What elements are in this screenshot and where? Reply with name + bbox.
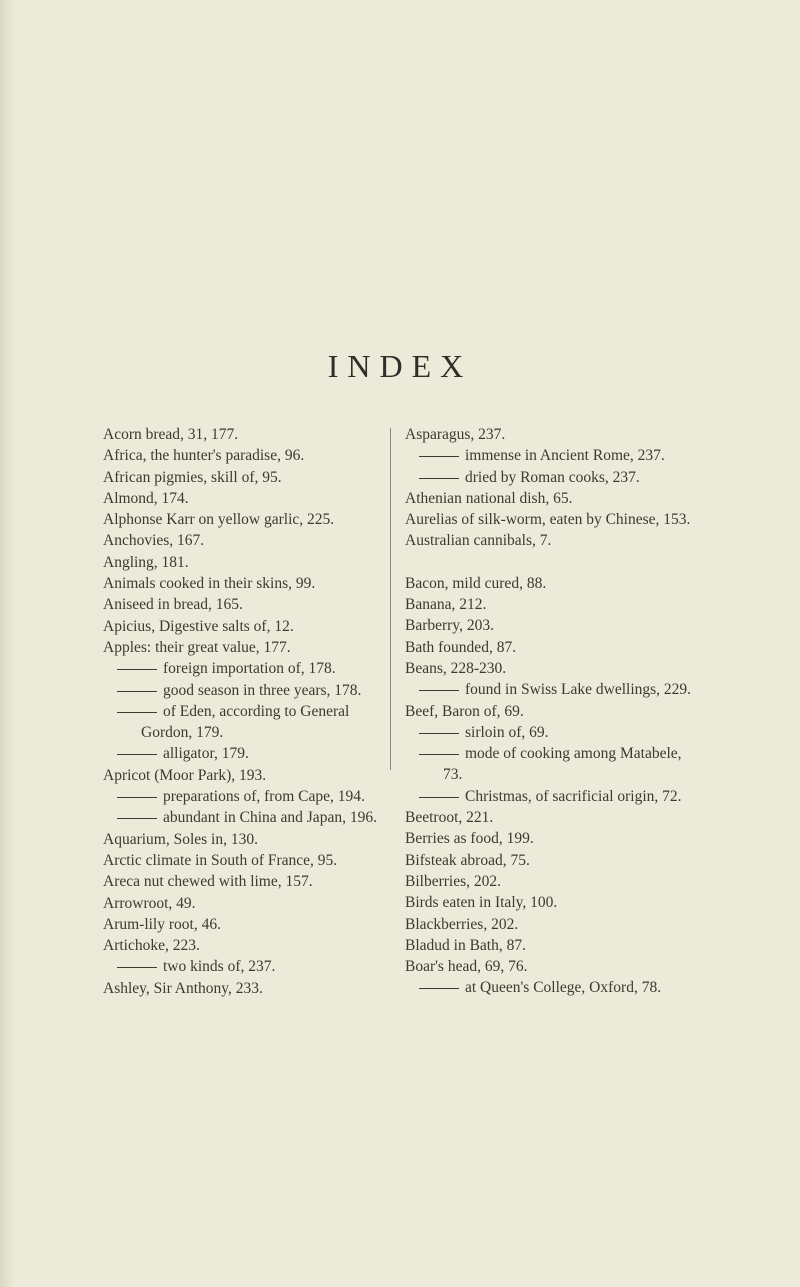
ditto-dash [117, 712, 157, 713]
ditto-dash [419, 797, 459, 798]
entry-text: Animals cooked in their skins, 99. [103, 575, 316, 593]
index-entry [405, 807, 700, 828]
section-gap [405, 552, 700, 573]
index-entry [405, 488, 700, 509]
index-column-left [103, 424, 379, 999]
entry-text: Bladud in Bath, 87. [405, 936, 526, 954]
entry-text: dried by Roman cooks, 237. [465, 468, 640, 486]
entry-text: alligator, 179. [163, 745, 249, 763]
entry-text: good season in three years, 178. [163, 681, 362, 699]
entry-text: Artichoke, 223. [103, 937, 200, 955]
index-entry [103, 594, 379, 615]
entry-text: Berries as food, 199. [405, 830, 534, 848]
index-entry [405, 615, 700, 636]
entry-text: Boar's head, 69, 76. [405, 958, 528, 976]
entry-text: Apples: their great value, 177. [103, 638, 291, 656]
entry-text: found in Swiss Lake dwellings, 229. [465, 681, 692, 699]
index-entry [405, 658, 700, 679]
index-entry [103, 935, 379, 956]
entry-text: sirloin of, 69. [465, 723, 549, 741]
entry-text: Arum-lily root, 46. [103, 915, 221, 933]
index-subentry [103, 807, 379, 828]
ditto-dash [117, 967, 157, 968]
index-entry [103, 424, 379, 445]
index-entry [405, 828, 700, 849]
entry-text: Barberry, 203. [405, 617, 494, 635]
entry-text: Athenian national dish, 65. [405, 489, 573, 507]
index-subentry [405, 445, 700, 466]
entry-text: preparations of, from Cape, 194. [163, 788, 365, 806]
entry-text: Apicius, Digestive salts of, 12. [103, 617, 294, 635]
index-entry [103, 530, 379, 551]
entry-text: Christmas, of sacrificial origin, 72. [465, 787, 682, 805]
ditto-dash [117, 691, 157, 692]
index-entry [103, 637, 379, 658]
index-subentry [103, 658, 379, 679]
ditto-dash [117, 754, 157, 755]
index-subentry [103, 701, 379, 744]
entry-text: Arctic climate in South of France, 95. [103, 851, 338, 869]
entry-text: Bifsteak abroad, 75. [405, 851, 530, 869]
index-subentry [405, 467, 700, 488]
index-subentry [405, 786, 700, 807]
index-entry [103, 552, 379, 573]
entry-text: abundant in China and Japan, 196. [163, 809, 377, 827]
entry-text: foreign importation of, 178. [163, 660, 336, 678]
entry-text: Almond, 174. [103, 489, 189, 507]
entry-text: Bilberries, 202. [405, 872, 501, 890]
index-subentry [405, 679, 700, 700]
ditto-dash [117, 669, 157, 670]
ditto-dash [419, 754, 459, 755]
index-subentry [103, 680, 379, 701]
page-title: INDEX [327, 348, 473, 384]
index-entry [405, 594, 700, 615]
entry-text: mode of cooking among Matabele, 73. [443, 745, 682, 784]
index-entry [405, 914, 700, 935]
entry-text: Aniseed in bread, 165. [103, 596, 243, 614]
ditto-dash [419, 478, 459, 479]
index-entry [405, 509, 700, 530]
index-entry [405, 701, 700, 722]
index-entry [103, 829, 379, 850]
entry-text: African pigmies, skill of, 95. [103, 468, 282, 486]
entry-text: Africa, the hunter's paradise, 96. [103, 447, 305, 465]
entry-text: Alphonse Karr on yellow garlic, 225. [103, 511, 335, 529]
ditto-dash [419, 456, 459, 457]
entry-text: Acorn bread, 31, 177. [103, 426, 239, 443]
index-entry [103, 893, 379, 914]
index-entry [103, 488, 379, 509]
entry-text: Blackberries, 202. [405, 915, 519, 933]
ditto-dash [419, 733, 459, 734]
index-entry [103, 509, 379, 530]
ditto-dash [117, 818, 157, 819]
index-entry [405, 637, 700, 658]
index-subentry [405, 743, 700, 786]
index-entry [405, 892, 700, 913]
index-subentry [103, 956, 379, 977]
entry-text: Banana, 212. [405, 596, 487, 614]
entry-text: Beans, 228-230. [405, 659, 507, 677]
index-entry [405, 424, 700, 445]
ditto-dash [419, 988, 459, 989]
entry-text: Beetroot, 221. [405, 809, 494, 827]
entry-text: immense in Ancient Rome, 237. [465, 447, 665, 465]
index-entry [103, 914, 379, 935]
entry-text: Angling, 181. [103, 553, 189, 571]
entry-text: Aurelias of silk-worm, eaten by Chinese, 153. [405, 511, 691, 529]
index-entry [103, 765, 379, 786]
entry-text: Australian cannibals, 7. [405, 532, 552, 550]
index-entry [405, 935, 700, 956]
index-entry [405, 871, 700, 892]
entry-text: at Queen's College, Oxford, 78. [465, 979, 662, 997]
index-subentry [405, 977, 700, 998]
column-divider [390, 428, 391, 770]
index-entry [405, 956, 700, 977]
index-entry [103, 573, 379, 594]
index-entry [103, 467, 379, 488]
index-entry [103, 616, 379, 637]
entry-text: Aquarium, Soles in, 130. [103, 830, 258, 848]
entry-text: Anchovies, 167. [103, 532, 205, 550]
entry-text: of Eden, according to General Gordon, 179. [141, 702, 350, 742]
index-subentry [103, 743, 379, 764]
index-column-right [405, 424, 700, 999]
entry-text: Ashley, Sir Anthony, 233. [103, 979, 263, 997]
entry-text: two kinds of, 237. [163, 958, 276, 976]
page-edge [0, 0, 14, 1287]
entry-text: Bacon, mild cured, 88. [405, 574, 547, 592]
index-subentry [103, 786, 379, 807]
index-entry [103, 850, 379, 871]
ditto-dash [117, 797, 157, 798]
entry-text: Apricot (Moor Park), 193. [103, 766, 267, 784]
index-entry [405, 850, 700, 871]
entry-text: Areca nut chewed with lime, 157. [103, 873, 313, 891]
index-entry [103, 978, 379, 999]
index-entry [405, 530, 700, 551]
index-section-a-continued [405, 424, 700, 552]
entry-text: Asparagus, 237. [405, 426, 506, 443]
entry-text: Beef, Baron of, 69. [405, 702, 524, 720]
index-section-b [405, 573, 700, 999]
index-entry [405, 573, 700, 594]
index-entry [103, 871, 379, 892]
entry-text: Bath founded, 87. [405, 638, 517, 656]
index-entry [103, 445, 379, 466]
index-subentry [405, 722, 700, 743]
entry-text: Arrowroot, 49. [103, 894, 196, 912]
ditto-dash [419, 690, 459, 691]
entry-text: Birds eaten in Italy, 100. [405, 894, 558, 912]
